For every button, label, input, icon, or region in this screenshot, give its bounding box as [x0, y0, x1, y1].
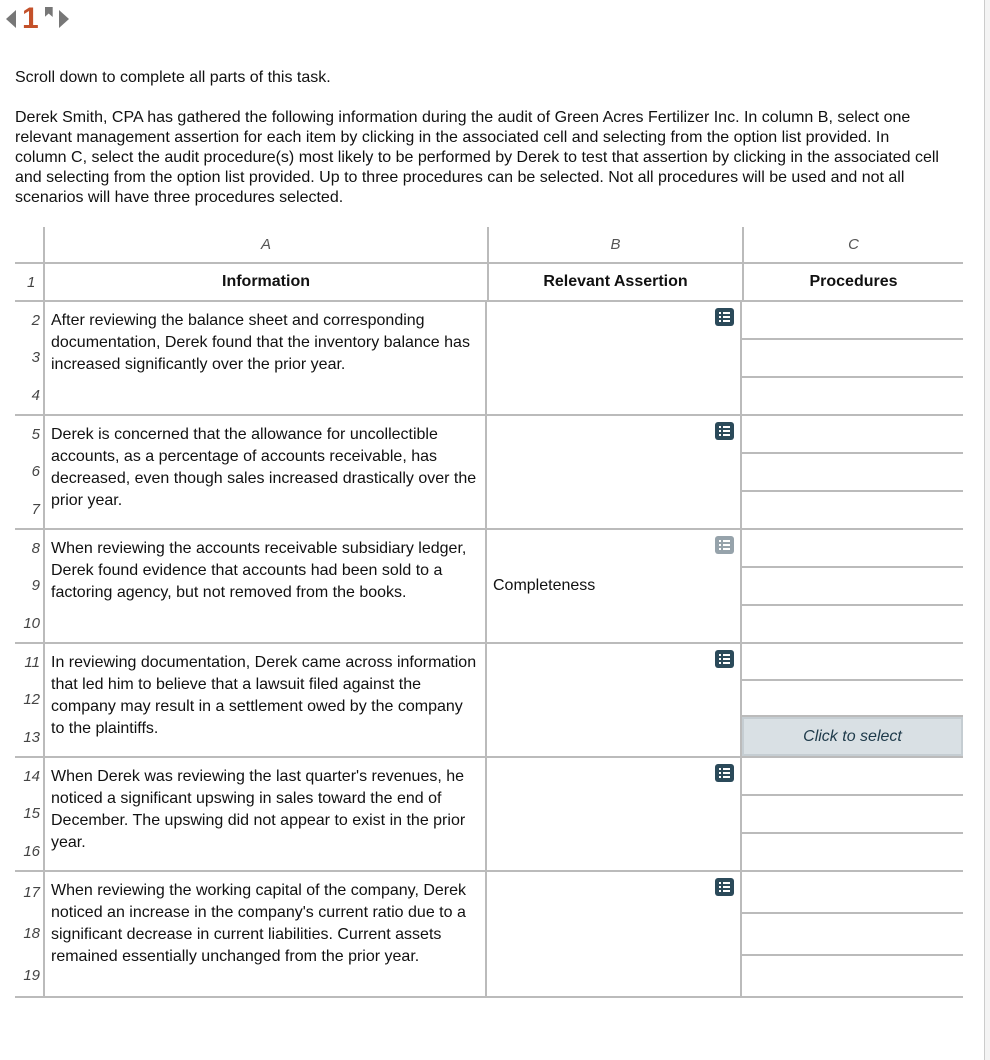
row-number: 12 — [23, 691, 40, 709]
procedure-cell[interactable] — [742, 681, 963, 718]
question-number: 1 — [22, 2, 39, 35]
list-icon[interactable] — [715, 878, 734, 896]
procedure-cell[interactable] — [742, 492, 963, 528]
row-number: 15 — [23, 805, 40, 823]
column-header-row — [15, 227, 963, 264]
row-number: 8 — [31, 540, 40, 558]
procedure-cell[interactable] — [742, 796, 963, 834]
assertion-cell[interactable] — [487, 530, 742, 642]
procedure-cell[interactable] — [742, 758, 963, 796]
procedure-cell[interactable] — [742, 378, 963, 414]
procedure-cell[interactable] — [742, 454, 963, 492]
assertion-heading: Relevant Assertion — [489, 264, 744, 300]
row-number: 13 — [23, 728, 40, 746]
assertion-cell[interactable] — [487, 758, 742, 870]
row-number: 6 — [31, 463, 40, 481]
procedure-cell[interactable] — [742, 644, 963, 681]
row-number: 7 — [31, 500, 40, 518]
list-icon[interactable] — [715, 308, 734, 326]
table-row — [15, 872, 963, 998]
scroll-note: Scroll down to complete all parts of this task. — [15, 69, 331, 86]
previous-arrow-icon[interactable] — [6, 10, 16, 28]
list-icon[interactable] — [715, 536, 734, 554]
procedure-cell[interactable] — [742, 416, 963, 454]
information-cell: When Derek was reviewing the last quarter's revenues, he noticed a significant upswing in sales toward the end of December. The upswing did not appear to exist in the prior year. — [45, 758, 487, 870]
assertion-cell[interactable] — [487, 872, 742, 996]
procedure-cell[interactable] — [742, 606, 963, 642]
information-cell: When reviewing the accounts receivable subsidiary ledger, Derek found evidence that accounts had been sold to a factoring agency, but not removed from the books. — [45, 530, 487, 642]
row-number: 10 — [23, 614, 40, 632]
list-icon[interactable] — [715, 764, 734, 782]
procedure-cell[interactable] — [742, 914, 963, 956]
procedure-cell[interactable]: Click to select — [742, 717, 963, 756]
assertion-cell[interactable] — [487, 302, 742, 414]
spreadsheet — [15, 227, 963, 998]
row-number: 5 — [31, 426, 40, 444]
table-row — [15, 302, 963, 416]
table-row — [15, 416, 963, 530]
information-cell: When reviewing the working capital of the company, Derek noticed an increase in the company's current ratio due to a significant decrease in current liabilities. Current assets remained essentially unchanged from the prior year. — [45, 872, 487, 996]
table-row — [15, 644, 963, 758]
question-nav — [6, 4, 69, 34]
procedure-cell[interactable] — [742, 530, 963, 568]
row-number: 19 — [23, 966, 40, 984]
column-c-header: C — [848, 236, 859, 253]
information-heading: Information — [45, 264, 489, 300]
row-number: 9 — [31, 577, 40, 595]
list-icon[interactable] — [715, 650, 734, 668]
row-number: 2 — [31, 312, 40, 330]
procedure-cell[interactable] — [742, 956, 963, 996]
table-row — [15, 758, 963, 872]
row-number: 1 — [15, 264, 45, 300]
table-row — [15, 530, 963, 644]
procedure-cell[interactable] — [742, 302, 963, 340]
next-arrow-icon[interactable] — [59, 10, 69, 28]
row-number: 4 — [31, 386, 40, 404]
scrollbar[interactable] — [984, 0, 990, 1060]
procedures-heading: Procedures — [809, 273, 898, 290]
assertion-cell[interactable] — [487, 644, 742, 756]
instructions-text: Derek Smith, CPA has gathered the following information during the audit of Green Acres Fertilizer Inc. In column B, select one relevant management assertion for each item by clicking in the associated cell and selecting from the option list provided. In column C, select the audit procedure(s) most likely to be performed by Derek to test that assertion by clicking in the associated cell and selecting from the option list provided. Up to three procedures can be selected. Not all procedures will be used and not all scenarios will have three procedures selected. — [15, 109, 939, 206]
bookmark-icon[interactable] — [45, 7, 53, 17]
list-icon[interactable] — [715, 422, 734, 440]
header-row — [15, 264, 963, 302]
procedure-cell[interactable] — [742, 340, 963, 378]
information-cell: In reviewing documentation, Derek came across information that led him to believe that a lawsuit filed against the company may result in a settlement owed by the company to the plaintiffs. — [45, 644, 487, 756]
procedure-cell[interactable] — [742, 568, 963, 606]
column-a-header: A — [45, 227, 489, 262]
row-number: 16 — [23, 842, 40, 860]
assertion-cell[interactable] — [487, 416, 742, 528]
row-number: 3 — [31, 349, 40, 367]
row-number: 17 — [23, 884, 40, 902]
information-cell: After reviewing the balance sheet and corresponding documentation, Derek found that the inventory balance has increased significantly over the prior year. — [45, 302, 487, 414]
row-number: 14 — [23, 768, 40, 786]
row-number: 11 — [24, 654, 40, 672]
procedure-cell[interactable] — [742, 872, 963, 914]
information-cell: Derek is concerned that the allowance for uncollectible accounts, as a percentage of accounts receivable, has decreased, even though sales increased drastically over the prior year. — [45, 416, 487, 528]
row-number: 18 — [23, 925, 40, 943]
instructions — [15, 68, 945, 228]
column-b-header: B — [489, 227, 744, 262]
procedure-cell[interactable] — [742, 834, 963, 870]
assertion-value: Completeness — [493, 577, 596, 594]
